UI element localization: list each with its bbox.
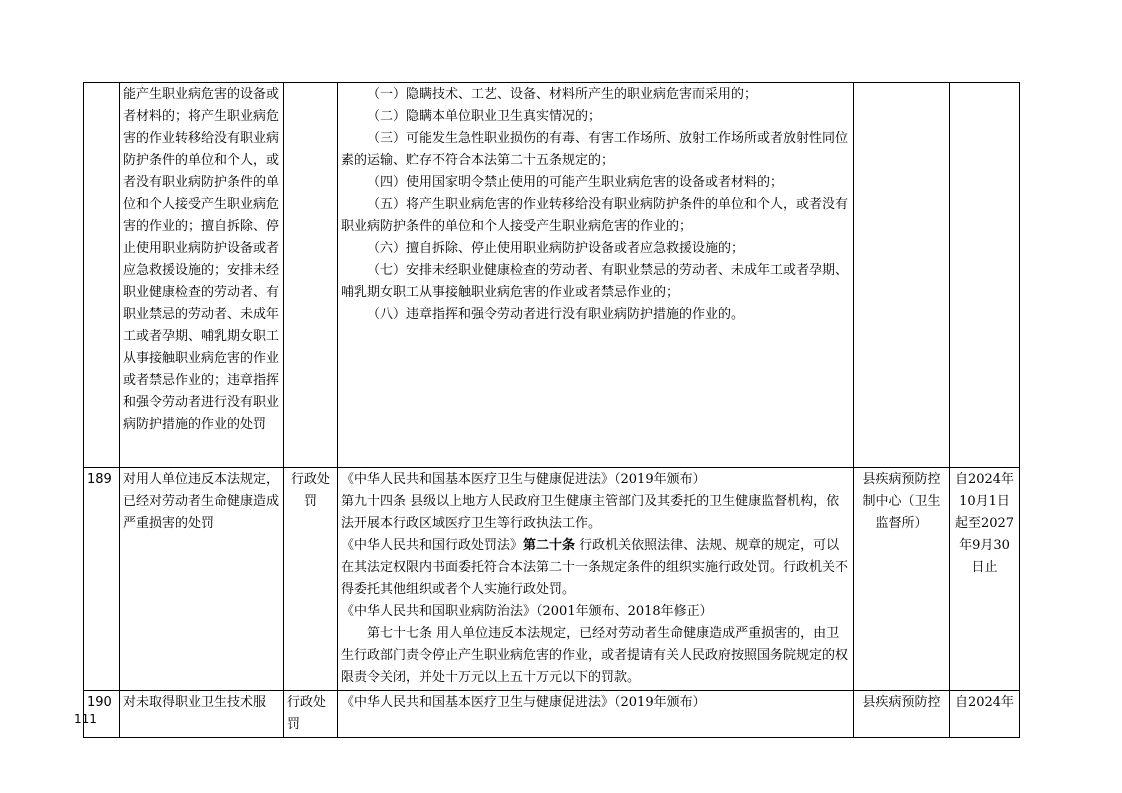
row-number: 190 <box>84 691 120 738</box>
basis-item: （二）隐瞒本单位职业卫生真实情况的； <box>367 109 602 124</box>
law-article <box>341 535 850 601</box>
law-citation: 《中华人民共和国基本医疗卫生与健康促进法》（2019年颁布） <box>341 695 706 710</box>
basis-item: （八）违章指挥和强令劳动者进行没有职业病防护措施的作业的。 <box>367 307 745 322</box>
basis-item: （四）使用国家明令禁止使用的可能产生职业病危害的设备或者材料的； <box>367 175 784 190</box>
basis-item: （三）可能发生急性职业损伤的有毒、有害工作场所、放射工作场所或者放射性同位素的运输、贮存不符合本法第二十五条规定的； <box>341 131 849 168</box>
regulation-table <box>83 82 1020 738</box>
row-number: 189 <box>84 468 120 691</box>
period-cell: 自2024年10月1日起至2027年9月30日止 <box>950 468 1020 691</box>
basis-cell <box>338 468 854 691</box>
law-citation: 《中华人民共和国基本医疗卫生与健康促进法》（2019年颁布） <box>341 472 706 487</box>
period-cell: 自2024年 <box>950 691 1020 738</box>
law-article: 第九十四条 县级以上地方人民政府卫生健康主管部门及其委托的卫生健康监督机构，依法开展本行政区域医疗卫生等行政执法工作。 <box>341 494 840 531</box>
agency-cell <box>854 83 950 468</box>
law-citation: 《中华人民共和国职业病防治法》（2001年颁布、2018年修正） <box>341 604 713 619</box>
table-row <box>84 468 1020 691</box>
basis-item: （七）安排未经职业健康检查的劳动者、有职业禁忌的劳动者、未成年工或者孕期、哺乳期女职工从事接触职业病危害的作业或者禁忌作业的； <box>341 263 849 300</box>
table-row <box>84 691 1020 738</box>
table-row <box>84 83 1020 468</box>
basis-item: （一）隐瞒技术、工艺、设备、材料所产生的职业病危害而采用的； <box>367 87 758 102</box>
law-article: 第七十七条 用人单位违反本法规定，已经对劳动者生命健康造成严重损害的，由卫生行政部门责令停止产生职业病危害的作业，或者提请有关人民政府按照国务院规定的权限责令关闭，并处十万元以上五十万元以下的罚款。 <box>341 626 849 685</box>
row-number <box>84 83 120 468</box>
law-citation: 《中华人民共和国行政处罚法》 <box>341 538 524 553</box>
page-number: 111 <box>74 712 97 726</box>
type-cell: 行政处罚 <box>284 691 338 738</box>
matter-cell: 对用人单位违反本法规定，已经对劳动者生命健康造成严重损害的处罚 <box>120 468 284 691</box>
matter-cell: 对未取得职业卫生技术服 <box>120 691 284 738</box>
agency-cell: 县疾病预防控制中心（卫生监督所） <box>854 468 950 691</box>
basis-cell <box>338 691 854 738</box>
type-cell: 行政处罚 <box>284 468 338 691</box>
article-number: 第二十条 <box>523 538 576 553</box>
article-text: 行政机关依照法律、法规、规章的规定，可以在其法定权限内书面委托符合本法第二十一条规定条件的组织实施行政处罚。行政机关不得委托其他组织或者个人实施行政处罚。 <box>341 538 849 597</box>
type-cell <box>284 83 338 468</box>
period-cell <box>950 83 1020 468</box>
matter-cell: 能产生职业病危害的设备或者材料的；将产生职业病危害的作业转移给没有职业病防护条件的单位和个人，或者没有职业病防护条件的单位和个人接受产生职业病危害的作业的；擅自拆除、停止使用职业病防护设备或者应急救援设施的；安排未经职业健康检查的劳动者、有职业禁忌的劳动者、未成年工或者孕期、哺乳期女职工从事接触职业病危害的作业或者禁忌作业的；违章指挥和强令劳动者进行没有职业病防护措施的作业的处罚 <box>120 83 284 468</box>
agency-cell: 县疾病预防控 <box>854 691 950 738</box>
basis-item: （六）擅自拆除、停止使用职业病防护设备或者应急救援设施的； <box>367 241 745 256</box>
basis-item: （五）将产生职业病危害的作业转移给没有职业病防护条件的单位和个人，或者没有职业病防护条件的单位和个人接受产生职业病危害的作业的； <box>341 197 849 234</box>
basis-cell <box>338 83 854 468</box>
